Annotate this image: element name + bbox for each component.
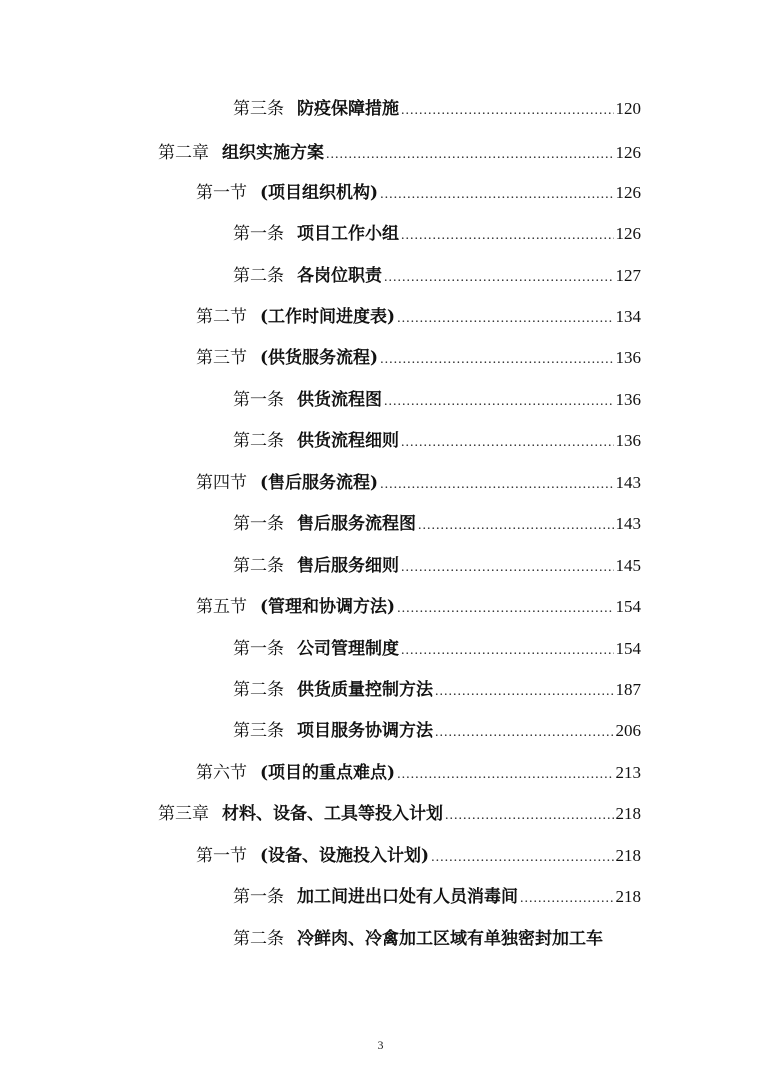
toc-entry-title: 项目工作小组 [297,224,399,244]
toc-entry-number: 第一条 [233,639,284,659]
toc-entry-title: 材料、设备、工具等投入计划 [222,804,443,824]
toc-entry-title: (项目的重点难点) [260,763,396,783]
toc-entry-number: 第一条 [233,514,284,534]
dot-leader [435,681,614,703]
toc-entry-number: 第二节 [196,307,247,327]
page-number: 3 [377,1038,384,1052]
toc-entry-title: (供货服务流程) [260,348,379,368]
toc-entry[interactable] [158,142,641,166]
dot-leader [520,888,614,910]
toc-entry[interactable] [233,513,641,537]
toc-entry-page: 206 [615,721,641,740]
dot-leader [431,847,613,869]
toc-entry[interactable] [233,720,641,744]
dot-leader [401,432,614,454]
dot-leader [401,557,614,579]
toc-entry[interactable] [196,845,641,869]
dot-leader [380,349,613,371]
toc-entry-page: 218 [615,846,641,865]
toc-entry[interactable] [196,472,641,496]
toc-entry[interactable] [233,265,641,289]
toc-entry-number: 第二条 [233,929,284,949]
toc-entry[interactable] [233,223,641,247]
toc-entry-title: (售后服务流程) [260,473,379,493]
dot-leader [397,764,613,786]
toc-entry-number: 第二条 [233,266,284,286]
dot-leader [401,640,614,662]
toc-entry-page: 127 [615,266,641,285]
toc-entry-title: (管理和协调方法) [260,597,396,617]
toc-entry-title: 供货流程图 [297,390,382,410]
toc-entry-number: 第六节 [196,763,247,783]
toc-entry-title: (设备、设施投入计划) [260,846,430,866]
toc-entry-title: 售后服务流程图 [297,514,416,534]
dot-leader [397,308,613,330]
toc-entry-number: 第一节 [196,183,247,203]
toc-entry-number: 第四节 [196,473,247,493]
toc-entry-title: 供货质量控制方法 [297,680,433,700]
toc-entry-page: 136 [615,431,641,450]
toc-entry-page: 145 [615,556,641,575]
toc-entry[interactable] [196,347,641,371]
toc-entry-title: 组织实施方案 [222,143,324,163]
toc-entry-page: 213 [615,763,641,782]
toc-entry-page: 126 [615,224,641,243]
toc-entry-title: 各岗位职责 [297,266,382,286]
dot-leader [326,144,614,166]
toc-entry-number: 第二条 [233,431,284,451]
toc-entry-number: 第二条 [233,680,284,700]
toc-entry-title: 防疫保障措施 [297,99,399,119]
toc-entry[interactable] [196,596,641,620]
toc-entry[interactable] [233,430,641,454]
dot-leader [401,100,614,122]
dot-leader [445,805,614,827]
toc-entry-page: 154 [615,639,641,658]
toc-entry-number: 第二章 [158,143,209,163]
toc-entry-title: 冷鲜肉、冷禽加工区域有单独密封加工车 [297,929,603,949]
toc-entry[interactable] [233,98,641,122]
toc-entry-page: 143 [615,514,641,533]
dot-leader [397,598,613,620]
dot-leader [435,722,614,744]
toc-entry-page: 126 [615,143,641,162]
toc-entry-page: 126 [615,183,641,202]
toc-entry[interactable] [233,389,641,413]
toc-entry-page: 136 [615,348,641,367]
dot-leader [401,225,614,247]
toc-entry[interactable] [233,679,641,703]
toc-entry-number: 第三节 [196,348,247,368]
toc-entry-number: 第三条 [233,99,284,119]
toc-entry-number: 第五节 [196,597,247,617]
toc-entry-page: 218 [615,804,641,823]
toc-entry[interactable] [196,762,641,786]
toc-entry-page: 120 [615,99,641,118]
toc-entry-number: 第一条 [233,887,284,907]
toc-entry-page: 154 [615,597,641,616]
toc-entry-title: 供货流程细则 [297,431,399,451]
toc-entry[interactable] [233,638,641,662]
toc-entry-title: (项目组织机构) [260,183,379,203]
toc-entry-page: 187 [615,680,641,699]
toc-entry-title: 售后服务细则 [297,556,399,576]
toc-entry[interactable] [233,555,641,579]
dot-leader [384,267,614,289]
dot-leader [384,391,614,413]
dot-leader [380,474,613,496]
toc-entry-title: 公司管理制度 [297,639,399,659]
toc-entry-title: (工作时间进度表) [260,307,396,327]
toc-entry[interactable] [196,306,641,330]
toc-entry-number: 第三章 [158,804,209,824]
dot-leader [380,184,613,206]
dot-leader [418,515,614,537]
toc-entry[interactable] [233,886,641,910]
toc-entry-title: 项目服务协调方法 [297,721,433,741]
toc-entry-page: 136 [615,390,641,409]
toc-entry-page: 134 [615,307,641,326]
toc-entry-number: 第三条 [233,721,284,741]
toc-entry[interactable] [233,928,641,950]
toc-entry-page: 218 [615,887,641,906]
toc-entry[interactable] [196,182,641,206]
toc-entry-page: 143 [615,473,641,492]
toc-entry-number: 第一节 [196,846,247,866]
toc-entry-number: 第二条 [233,556,284,576]
toc-entry-number: 第一条 [233,390,284,410]
toc-entry-number: 第一条 [233,224,284,244]
toc-entry-title: 加工间进出口处有人员消毒间 [297,887,518,907]
toc-entry[interactable] [158,803,641,827]
